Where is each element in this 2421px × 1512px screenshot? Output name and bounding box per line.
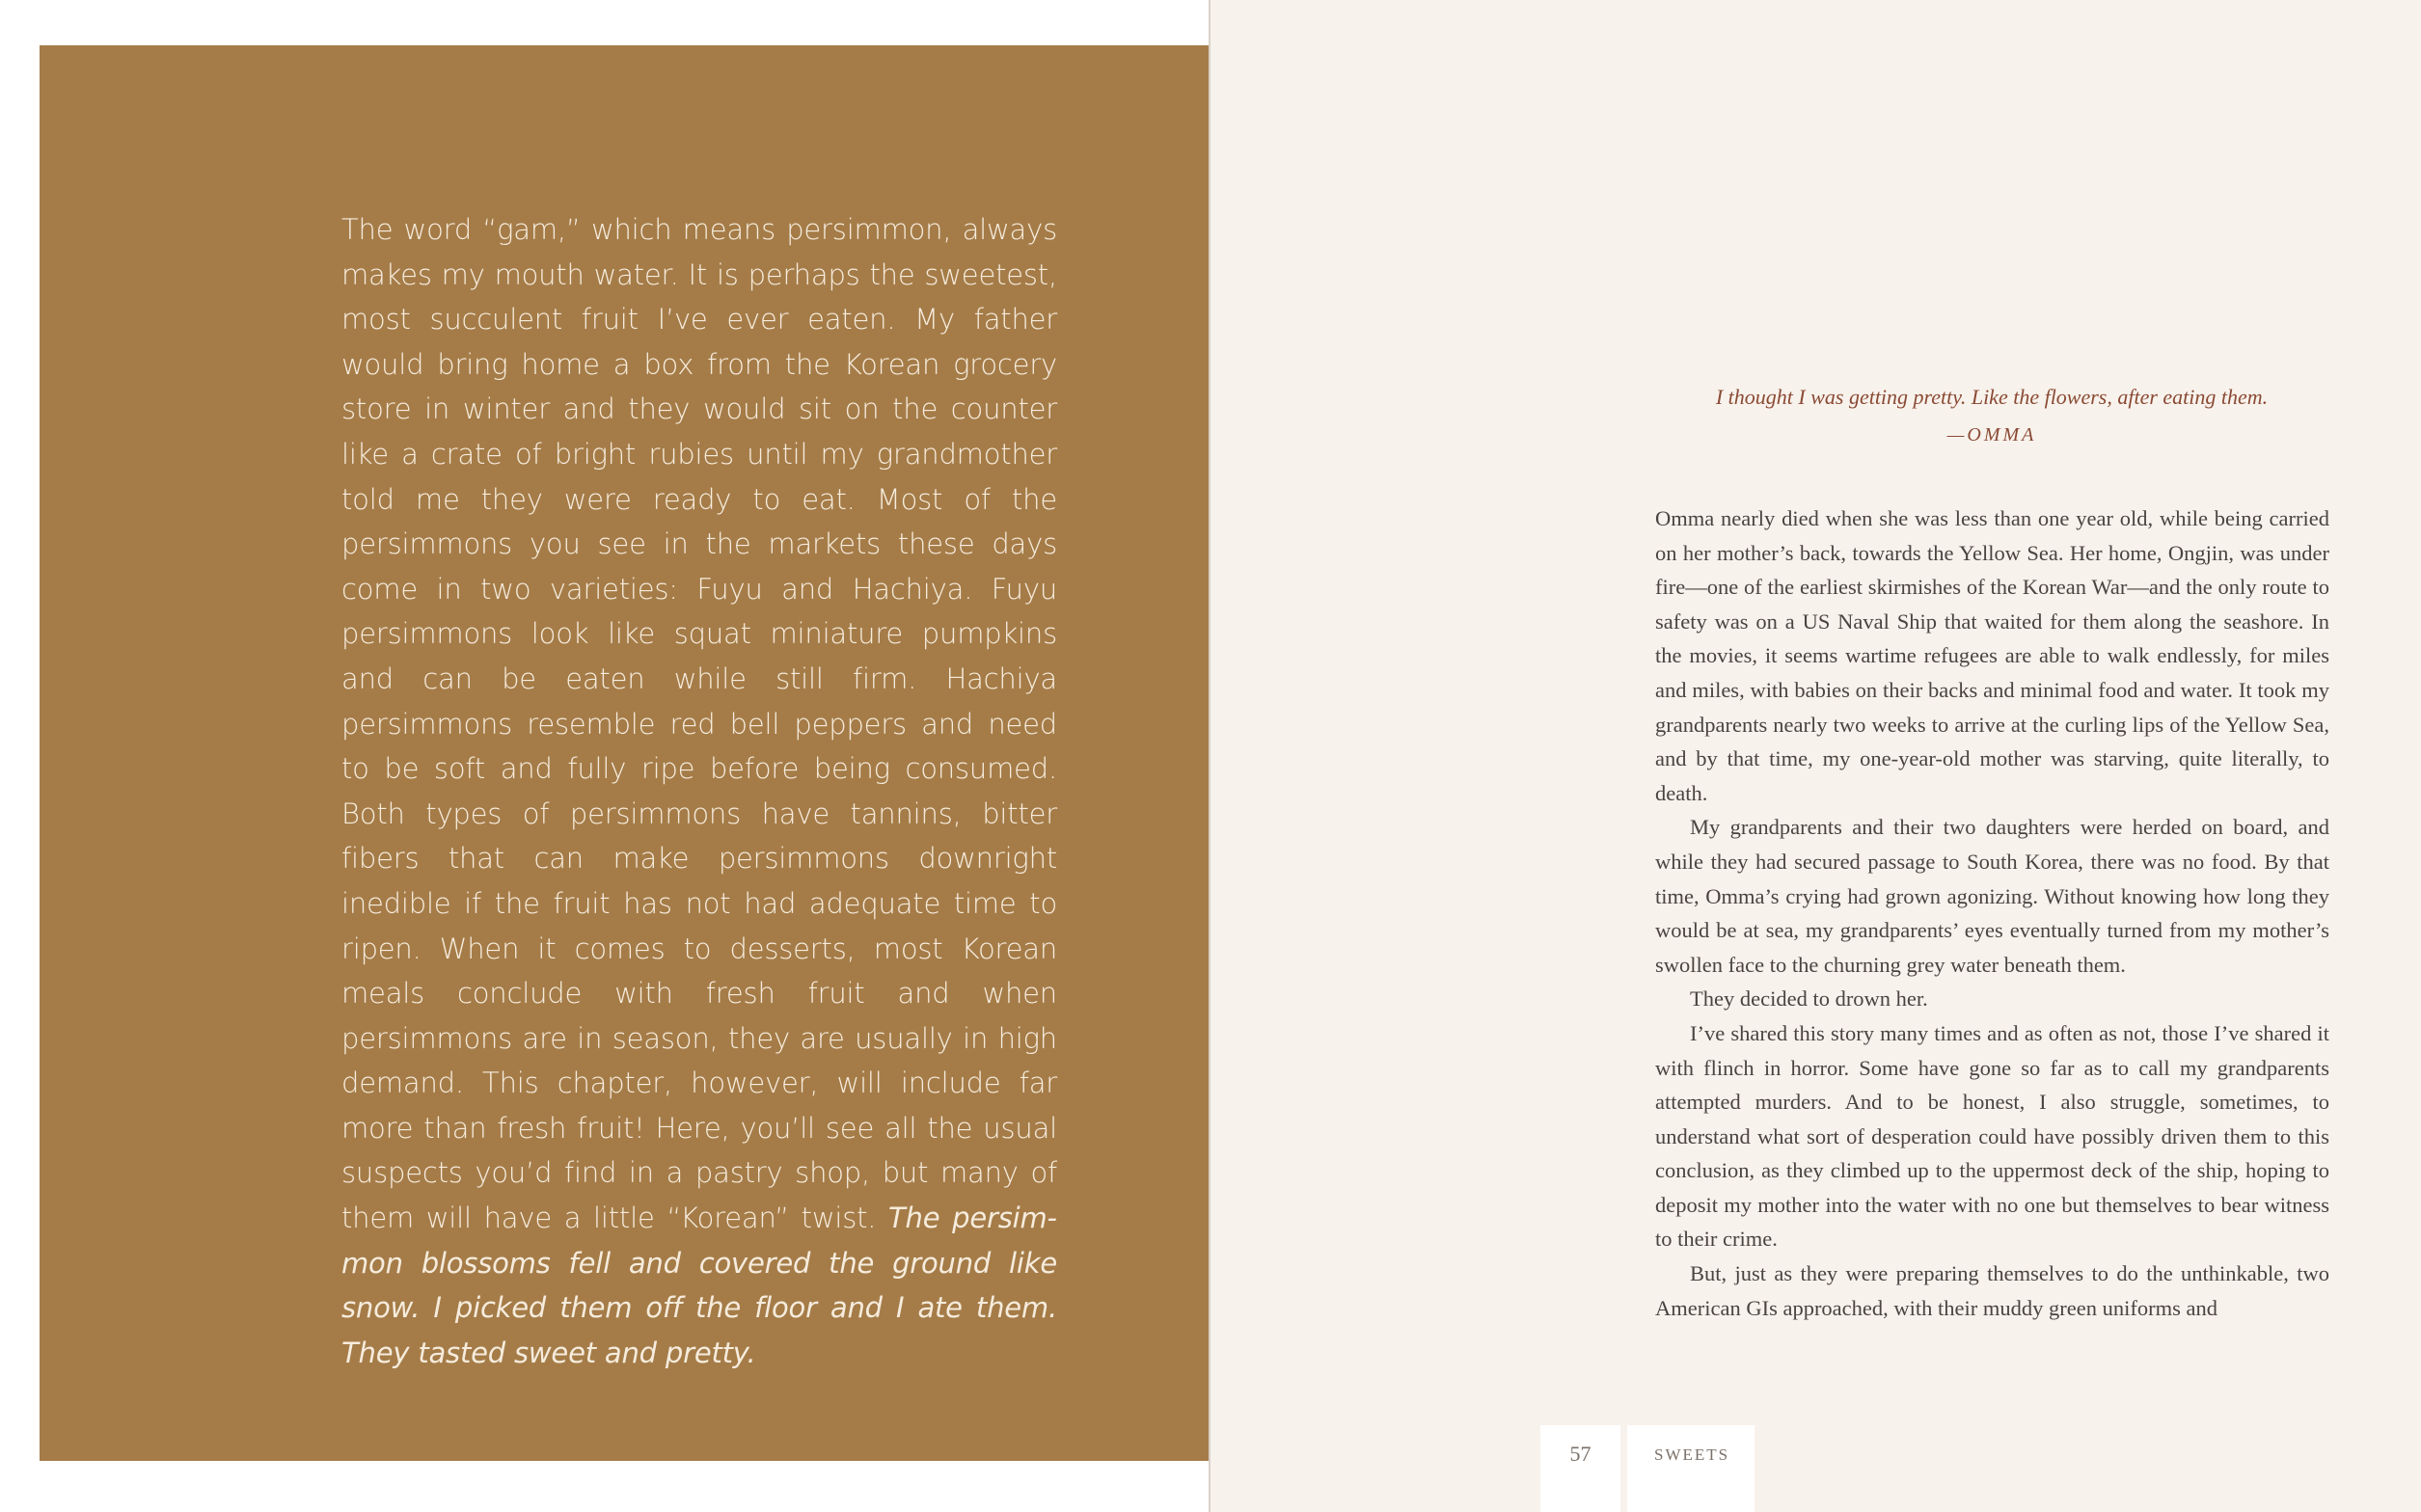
page-number: 57 (1540, 1425, 1620, 1512)
intro-italic-quote: The persimmon blossoms fell and covered the ground like snow. I picked them off the floor and I ate them. They tasted sweet and pretty. (341, 1202, 1057, 1369)
epigraph-quote: I thought I was getting pretty. Like the flowers, after eating them. (1715, 385, 2269, 409)
section-label: SWEETS (1627, 1425, 1755, 1512)
body-paragraph: My grandparents and their two daughters were herded on board, and while they had secured passage to South Korea, there was no food. By that time, Omma’s crying had grown agonizing. Without knowing how long they would be at sea, my grandparents’ eyes eventually turned from my mother’s swollen face to the churning grey water beneath them. (1655, 815, 2329, 977)
body-paragraph: But, just as they were preparing themselves to do the unthinkable, two American GIs approached, with their muddy green uniforms and (1655, 1261, 2329, 1320)
intro-text (341, 207, 1057, 1375)
body-paragraph: Omma nearly died when she was less than one year old, while being carried on her mother’s back, towards the Yellow Sea. Her home, Ongjin, was under fire—one of the earliest skirmishes of the Korean War—and the only route to safety was on a US Naval Ship that waited for them along the seashore. In the movies, it seems wartime refugees are able to walk endlessly, for miles and miles, with babies on their backs and minimal food and water. It took my grandparents nearly two weeks to arrive at the curling lips of the Yellow Sea, and by that time, my one-year-old mother was starving, quite literally, to death. (1655, 506, 2329, 805)
epigraph-attribution: —OMMA (1946, 424, 2037, 446)
intro-paragraph: The word “gam,” which means persimmon, always makes my mouth water. It is perhaps the sweetest, most succulent fruit I’ve ever eaten. My father would bring home a box from the Korean grocery store in winter and they would sit on the counter like a crate of bright rubies until my grandmother told me they were ready to eat. Most of the persimmons you see in the markets these days come in two varieties: Fuyu and Hachiya. Fuyu persimmons look like squat miniature pumpkins and can be eaten while still firm. Hachiya persimmons resemble red bell peppers and need to be soft and fully ripe before being consumed. Both types of persimmons have tannins, bitter fibers that can make persimmons downright inedible if the fruit has not had adequate time to ripen. When it comes to desserts, most Korean meals conclude with fresh fruit and when persimmons are in season, they are usually in high demand. This chapter, however, will include far more than fresh fruit! Here, you’ll see all the usual suspects you’d find in a pastry shop, but many of them will have a little “Korean” twist. (341, 213, 1057, 1235)
body-text (1655, 501, 2329, 1325)
body-paragraph: I’ve shared this story many times and as often as not, those I’ve shared it with flinch in horror. Some have gone so far as to call my grandparents attempted murders. And to be honest, I also struggle, sometimes, to understand what sort of desperation could have possibly driven them to this conclusion, as they climbed up to the uppermost deck of the ship, hoping to deposit my mother into the water with no one but themselves to bear witness to their crime. (1655, 1020, 2329, 1252)
left-page (0, 0, 1210, 1512)
body-paragraph: They decided to drown her. (1690, 986, 1928, 1012)
